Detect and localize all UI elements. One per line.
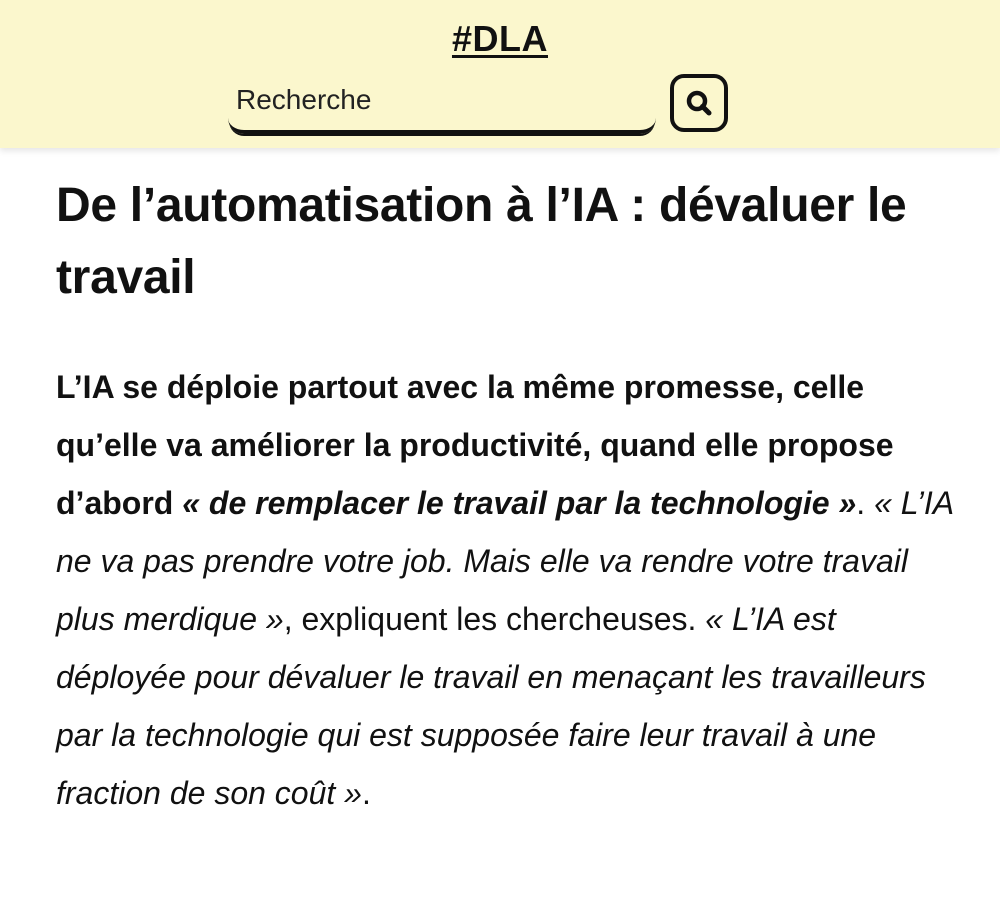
search-button[interactable] [670, 74, 728, 132]
article-text-period-end: . [361, 775, 371, 811]
article-title: De l’automatisation à l’IA : dévaluer le travail [56, 179, 907, 304]
site-header [0, 0, 1000, 148]
search-icon [684, 88, 714, 118]
search-input[interactable] [228, 70, 656, 134]
article-quote-1: « L’IA ne va pas prendre votre job. Mais elle va rendre votre travail plus merdique » [56, 485, 953, 637]
site-title-link[interactable]: #DLA [451, 18, 548, 59]
article-lead-quote: « de remplacer le travail par la technologie » [182, 485, 857, 521]
article-body [56, 358, 956, 822]
article-text: , expliquent les chercheuses. [283, 601, 706, 637]
article-text-period: . [856, 485, 875, 521]
site-title [0, 18, 1000, 60]
article-lead: L’IA se déploie partout avec la même promesse, celle qu’elle va améliorer la productivité, quand elle propose d’abord [56, 369, 894, 521]
article [56, 170, 956, 822]
article-quote-2: « L’IA est déployée pour dévaluer le travail en menaçant les travailleurs par la technologie qui est supposée faire leur travail à une fraction de son coût » [56, 601, 926, 811]
